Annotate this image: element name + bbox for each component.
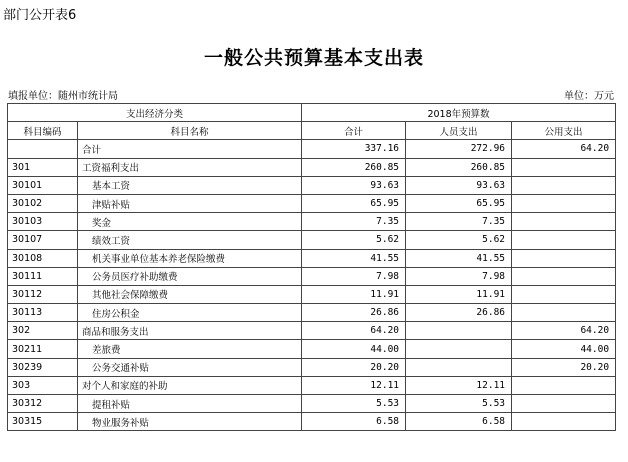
category-group-header: 支出经济分类 bbox=[8, 104, 302, 122]
table-row bbox=[8, 249, 616, 267]
filling-unit-label: 填报单位：随州市统计局 bbox=[8, 91, 118, 102]
cell-public: 64.20 bbox=[512, 322, 616, 340]
cell-code: 30112 bbox=[8, 285, 78, 303]
cell-public bbox=[512, 285, 616, 303]
cell-total: 65.95 bbox=[302, 194, 406, 212]
currency-unit-label: 单位：万元 bbox=[564, 91, 614, 102]
cell-code: 30107 bbox=[8, 231, 78, 249]
cell-code: 30239 bbox=[8, 358, 78, 376]
cell-total: 7.98 bbox=[302, 267, 406, 285]
table-row bbox=[8, 358, 616, 376]
cell-total: 20.20 bbox=[302, 358, 406, 376]
cell-code: 30103 bbox=[8, 213, 78, 231]
cell-public bbox=[512, 176, 616, 194]
cell-public bbox=[512, 304, 616, 322]
cell-name: 基本工资 bbox=[78, 176, 302, 194]
cell-name: 津贴补贴 bbox=[78, 194, 302, 212]
cell-name: 提租补贴 bbox=[78, 395, 302, 413]
cell-name: 物业服务补贴 bbox=[78, 413, 302, 431]
table-row bbox=[8, 176, 616, 194]
cell-name: 机关事业单位基本养老保险缴费 bbox=[78, 249, 302, 267]
cell-code: 302 bbox=[8, 322, 78, 340]
table-row bbox=[8, 158, 616, 176]
cell-personnel: 11.91 bbox=[406, 285, 512, 303]
cell-personnel: 260.85 bbox=[406, 158, 512, 176]
column-header-personnel: 人员支出 bbox=[406, 122, 512, 140]
cell-name: 公务员医疗补助缴费 bbox=[78, 267, 302, 285]
cell-public bbox=[512, 158, 616, 176]
cell-name: 差旅费 bbox=[78, 340, 302, 358]
table-column-header-row bbox=[8, 122, 616, 140]
cell-total: 44.00 bbox=[302, 340, 406, 358]
cell-code: 30101 bbox=[8, 176, 78, 194]
cell-public bbox=[512, 231, 616, 249]
cell-personnel: 5.53 bbox=[406, 395, 512, 413]
table-row bbox=[8, 304, 616, 322]
table-row bbox=[8, 395, 616, 413]
table-group-header-row bbox=[8, 104, 616, 122]
cell-code: 301 bbox=[8, 158, 78, 176]
cell-name: 合计 bbox=[78, 140, 302, 158]
cell-name: 奖金 bbox=[78, 213, 302, 231]
cell-name: 住房公积金 bbox=[78, 304, 302, 322]
cell-code: 30102 bbox=[8, 194, 78, 212]
cell-name: 对个人和家庭的补助 bbox=[78, 376, 302, 394]
cell-public: 44.00 bbox=[512, 340, 616, 358]
cell-personnel: 26.86 bbox=[406, 304, 512, 322]
cell-total: 11.91 bbox=[302, 285, 406, 303]
column-header-public: 公用支出 bbox=[512, 122, 616, 140]
form-number-label: 部门公开表6 bbox=[3, 8, 77, 23]
cell-personnel: 65.95 bbox=[406, 194, 512, 212]
table-row bbox=[8, 213, 616, 231]
column-header-total: 合计 bbox=[302, 122, 406, 140]
cell-code: 30113 bbox=[8, 304, 78, 322]
table-row bbox=[8, 340, 616, 358]
table-row bbox=[8, 194, 616, 212]
cell-personnel: 93.63 bbox=[406, 176, 512, 194]
cell-name: 商品和服务支出 bbox=[78, 322, 302, 340]
cell-public bbox=[512, 267, 616, 285]
document-title: 一般公共预算基本支出表 bbox=[203, 47, 424, 69]
cell-public bbox=[512, 213, 616, 231]
cell-total: 64.20 bbox=[302, 322, 406, 340]
cell-code: 303 bbox=[8, 376, 78, 394]
cell-total: 337.16 bbox=[302, 140, 406, 158]
cell-code: 30211 bbox=[8, 340, 78, 358]
cell-total: 260.85 bbox=[302, 158, 406, 176]
cell-total: 12.11 bbox=[302, 376, 406, 394]
cell-personnel: 5.62 bbox=[406, 231, 512, 249]
cell-personnel: 12.11 bbox=[406, 376, 512, 394]
cell-code: 30315 bbox=[8, 413, 78, 431]
column-header-code: 科目编码 bbox=[8, 122, 78, 140]
cell-personnel: 6.58 bbox=[406, 413, 512, 431]
table-row bbox=[8, 322, 616, 340]
cell-name: 绩效工资 bbox=[78, 231, 302, 249]
table-row bbox=[8, 267, 616, 285]
cell-name: 工资福利支出 bbox=[78, 158, 302, 176]
table-row bbox=[8, 231, 616, 249]
cell-personnel: 7.35 bbox=[406, 213, 512, 231]
cell-code: 30111 bbox=[8, 267, 78, 285]
table-row bbox=[8, 376, 616, 394]
cell-total: 93.63 bbox=[302, 176, 406, 194]
cell-code: 30108 bbox=[8, 249, 78, 267]
cell-public bbox=[512, 413, 616, 431]
cell-total: 7.35 bbox=[302, 213, 406, 231]
cell-personnel: 7.98 bbox=[406, 267, 512, 285]
cell-public bbox=[512, 376, 616, 394]
budget-group-header: 2018年预算数 bbox=[302, 104, 616, 122]
cell-total: 5.62 bbox=[302, 231, 406, 249]
cell-personnel: 272.96 bbox=[406, 140, 512, 158]
cell-public: 20.20 bbox=[512, 358, 616, 376]
cell-code bbox=[8, 140, 78, 158]
column-header-name: 科目名称 bbox=[78, 122, 302, 140]
cell-public bbox=[512, 249, 616, 267]
cell-total: 41.55 bbox=[302, 249, 406, 267]
cell-total: 26.86 bbox=[302, 304, 406, 322]
cell-personnel bbox=[406, 358, 512, 376]
cell-code: 30312 bbox=[8, 395, 78, 413]
table-row bbox=[8, 140, 616, 158]
cell-personnel bbox=[406, 322, 512, 340]
table-row bbox=[8, 285, 616, 303]
cell-total: 6.58 bbox=[302, 413, 406, 431]
table-row bbox=[8, 413, 616, 431]
cell-public: 64.20 bbox=[512, 140, 616, 158]
cell-name: 公务交通补贴 bbox=[78, 358, 302, 376]
cell-public bbox=[512, 194, 616, 212]
cell-personnel: 41.55 bbox=[406, 249, 512, 267]
budget-table bbox=[7, 103, 616, 431]
cell-name: 其他社会保障缴费 bbox=[78, 285, 302, 303]
cell-personnel bbox=[406, 340, 512, 358]
cell-total: 5.53 bbox=[302, 395, 406, 413]
cell-public bbox=[512, 395, 616, 413]
